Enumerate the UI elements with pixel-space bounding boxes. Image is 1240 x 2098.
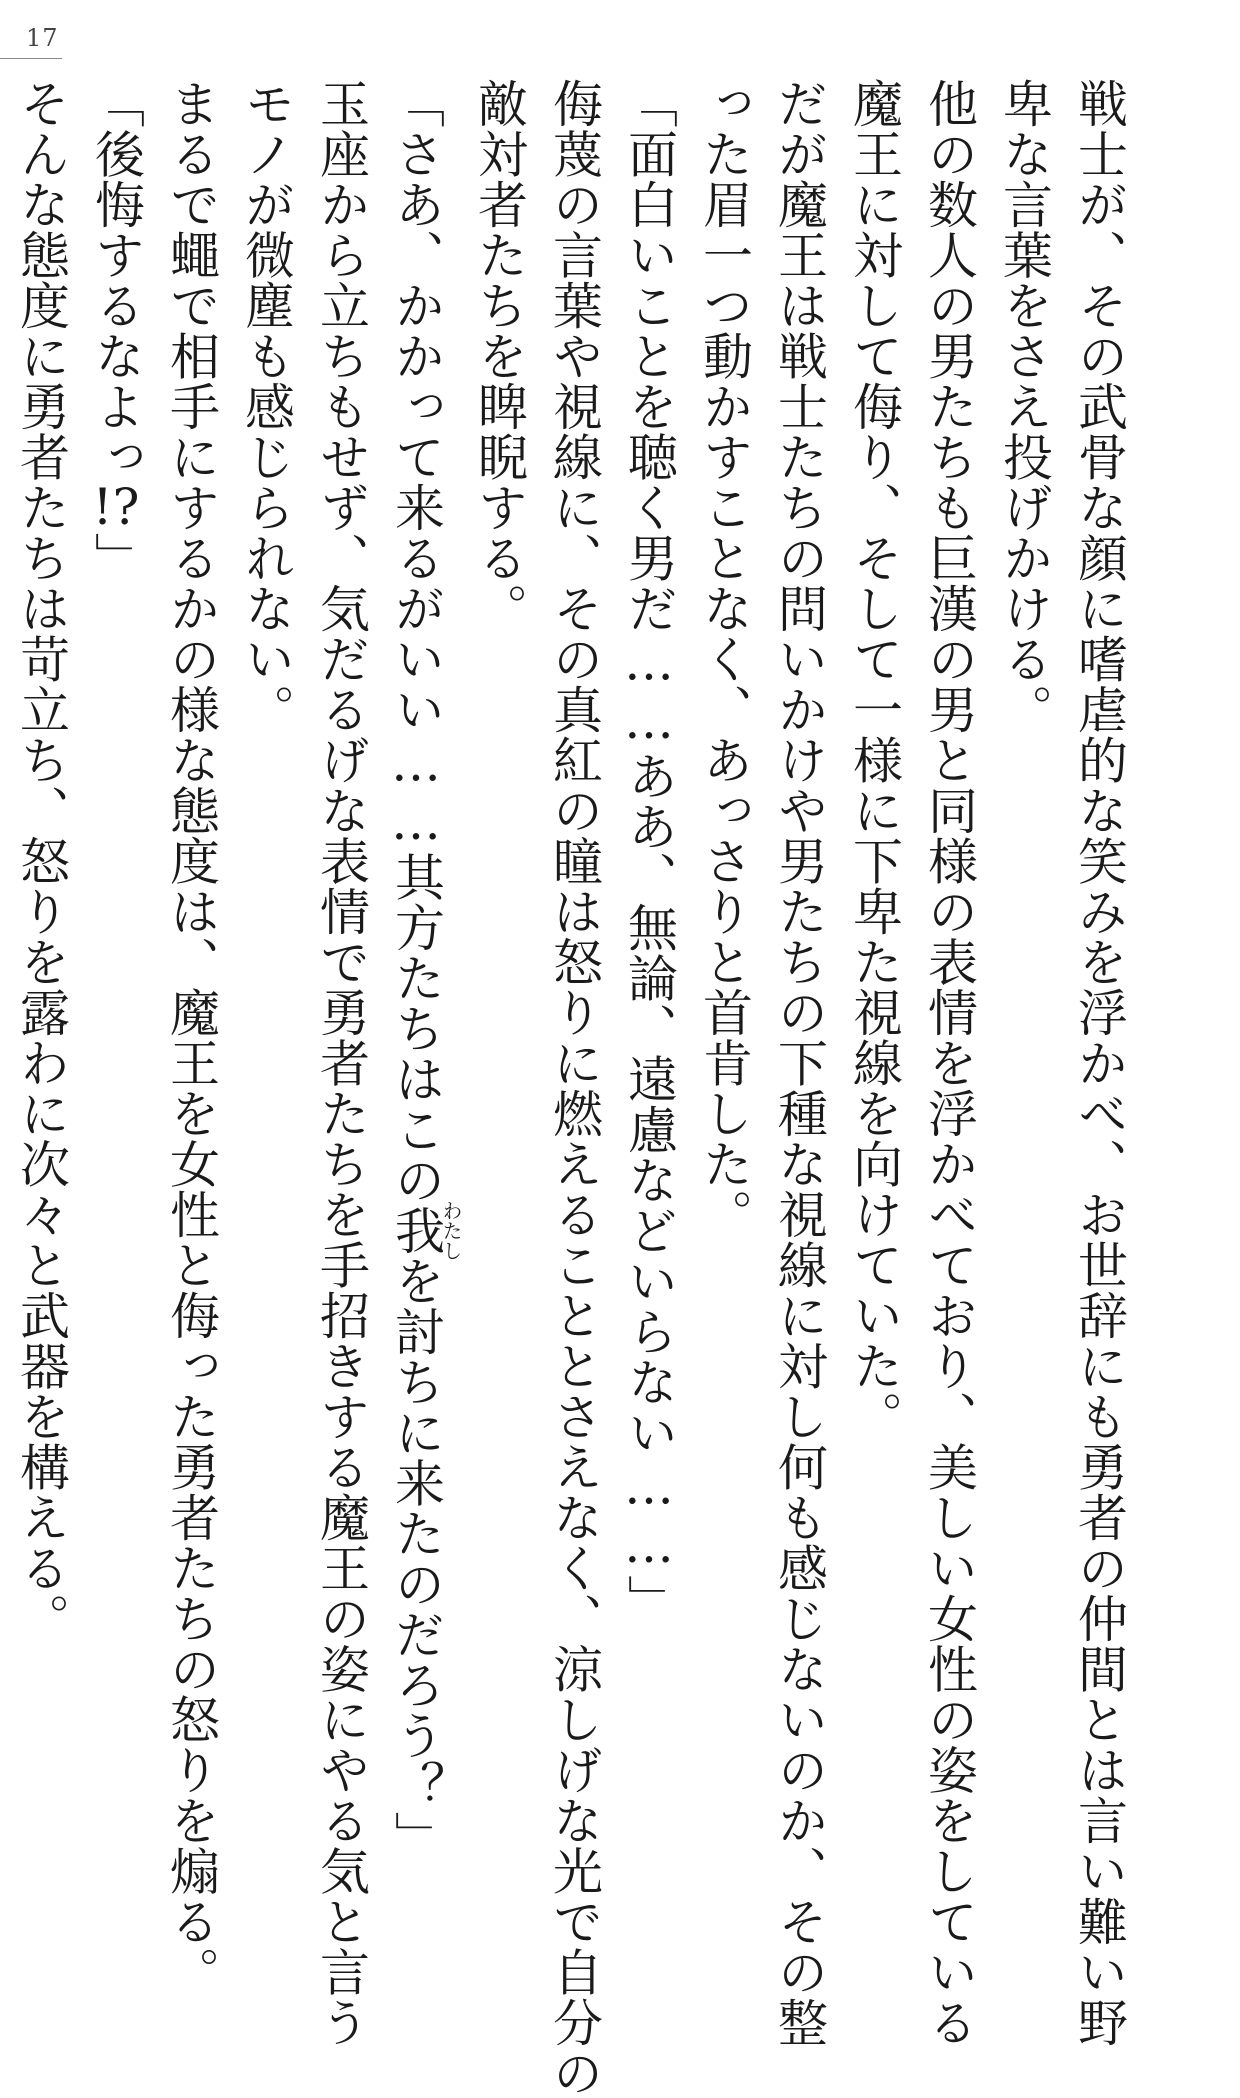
ruby-annotation — [387, 1200, 463, 1261]
text-segment: 「後悔するなよっ — [87, 78, 145, 482]
page-number: 17 — [26, 24, 59, 52]
text-line: 玉座から立ちもせず、気だるげな表情で勇者たちを手招きする魔王の姿にやる気と言う — [312, 78, 370, 2048]
body-text — [0, 78, 1136, 2098]
ruby-reading: わたし — [439, 1200, 463, 1261]
text-line: 「面白いことを聴く男だ……ああ、無論、遠慮などいらない……」 — [620, 78, 678, 1625]
text-line-with-mark — [78, 78, 153, 1678]
text-segment: 「さあ、かかって来るがいい……其方たちはこの — [387, 78, 445, 1205]
text-line: まるで蠅で相手にするかの様な態度は、魔王を女性と侮った勇者たちの怒りを煽る。 — [162, 78, 220, 1997]
header-rule — [0, 58, 62, 59]
text-line: 侮蔑の言葉や視線に、その真紅の瞳は怒りに燃えることとさえなく、涼しげな光で自分の — [545, 78, 603, 2098]
text-line: 敵対者たちを睥睨する。 — [470, 78, 528, 634]
text-line: 他の数人の男たちも巨漢の男と同様の表情を浮かべており、美しい女性の姿をしている — [920, 78, 978, 2048]
text-line: だが魔王は戦士たちの問いかけや男たちの下種な視線に対し何も感じないのか、その整 — [770, 78, 828, 2048]
text-line: った眉一つ動かすことなく、あっさりと首肯した。 — [695, 78, 753, 1240]
text-line: モノが微塵も感じられない。 — [237, 78, 295, 735]
text-line-with-ruby — [378, 78, 463, 1862]
text-line: 戦士が、その武骨な顔に嗜虐的な笑みを浮かべ、お世辞にも勇者の仲間とは言い難い野 — [1070, 78, 1128, 2048]
exclamation-mark: !? — [92, 482, 140, 532]
text-segment: を討ちに来たのだろう？」 — [387, 1255, 445, 1862]
ruby-base: 我 — [387, 1200, 445, 1261]
text-segment: 」 — [87, 532, 145, 583]
text-line: 卑な言葉をさえ投げかける。 — [995, 78, 1053, 735]
text-line — [0, 78, 3, 1678]
text-line: そんな態度に勇者たちは苛立ち、怒りを露わに次々と武器を構える。 — [12, 78, 70, 1644]
text-line: 魔王に対して侮り、そして一様に下卑た視線を向けていた。 — [845, 78, 903, 1442]
